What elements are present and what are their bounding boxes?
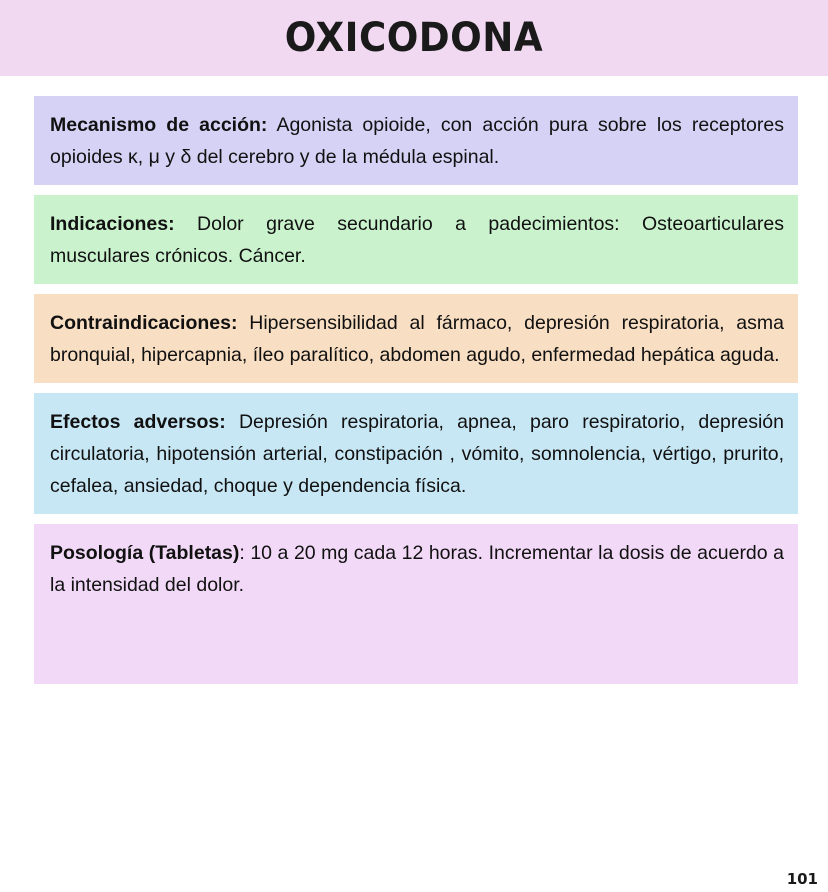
section-text: Depresión respiratoria, apnea, paro respiratorio, depresión circulatoria, hipotensión arterial, constipación , vómito, somnolencia, vértigo, prurito, cefalea, ansiedad, choque y dependencia física. <box>50 411 784 497</box>
section-text: Agonista opioide, con acción pura sobre los receptores opioides κ, μ y δ del cerebro y de la médula espinal. <box>50 114 784 168</box>
section-label: Contraindicaciones: <box>50 312 238 335</box>
section-indicaciones <box>34 195 798 284</box>
sections-container <box>0 96 828 684</box>
page-number: 101 <box>786 870 818 888</box>
section-posologia <box>34 524 798 684</box>
section-mecanismo-de-accion <box>34 96 798 185</box>
section-efectos-adversos <box>34 393 798 514</box>
title-band <box>0 0 828 76</box>
section-text: : 10 a 20 mg cada 12 horas. Incrementar la dosis de acuerdo a la intensidad del dolor. <box>50 542 785 596</box>
section-text: Dolor grave secundario a padecimientos: Osteoarticulares musculares crónicos. Cáncer. <box>50 213 784 267</box>
section-label: Efectos adversos: <box>50 411 226 434</box>
section-label: Mecanismo de acción: <box>50 114 268 136</box>
section-label: Indicaciones: <box>50 213 175 236</box>
section-contraindicaciones <box>34 294 798 383</box>
page-title: OXICODONA <box>284 15 544 61</box>
section-label: Posología (Tabletas) <box>50 542 240 565</box>
section-text: Hipersensibilidad al fármaco, depresión respiratoria, asma bronquial, hipercapnia, íleo paralítico, abdomen agudo, enfermedad hepática aguda. <box>50 312 784 366</box>
